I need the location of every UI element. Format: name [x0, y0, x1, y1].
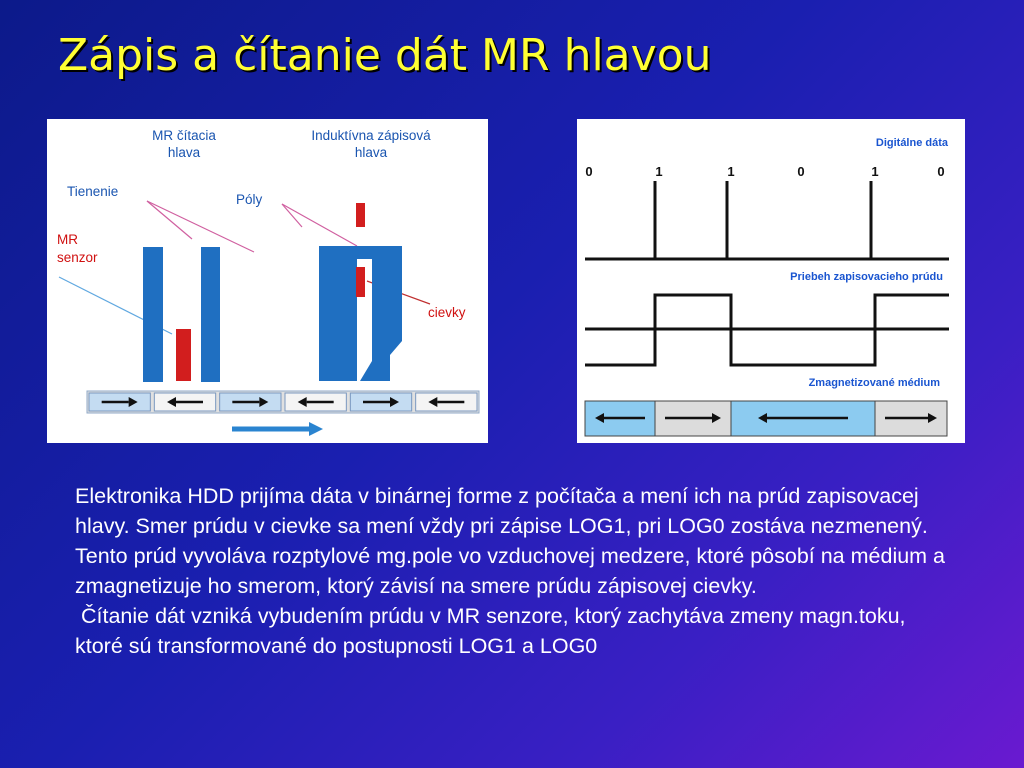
- mr-head-diagram-svg: [47, 119, 488, 443]
- label-digital-data: Digitálne dáta: [875, 137, 948, 149]
- label-inductive-head-2: hlava: [354, 145, 388, 160]
- shield-left: [143, 247, 163, 382]
- write-waveform-diagram: [577, 119, 965, 443]
- label-mr-sensor-1: MR: [57, 232, 78, 247]
- paragraph-2: Tento prúd vyvoláva rozptylové mg.pole vo vzduchovej medzere, ktoré pôsobí na médium a zmagnetizuje ho smerom, ktorý závisí na smere prúdu zápisovej cievky.: [75, 544, 946, 598]
- pointer-poles-1: [282, 204, 357, 246]
- write-current-lower: [585, 329, 949, 365]
- write-waveform-svg: [577, 119, 965, 443]
- pointer-poles-2: [282, 204, 302, 227]
- write-current-upper: [585, 295, 949, 329]
- bit-pulses: [655, 181, 871, 259]
- label-poles: Póly: [236, 192, 263, 207]
- label-coils: cievky: [428, 305, 466, 320]
- slide-title: Zápis a čítanie dát MR hlavou: [58, 30, 712, 81]
- magnetized-medium-segments: [585, 401, 947, 436]
- label-write-current: Priebeh zapisovacieho prúdu: [790, 271, 943, 283]
- bit-label: 1: [871, 164, 879, 179]
- write-head-poles: [319, 246, 402, 381]
- paragraph-1: Elektronika HDD prijíma dáta v binárnej forme z počítača a mení ich na prúd zapisovacej hlavy. Smer prúdu v cievke sa mení vždy pri zápise LOG1, pri LOG0 zostáva nezmenený.: [75, 484, 928, 538]
- explanation-text: [75, 481, 955, 661]
- mr-head-diagram: [47, 119, 488, 443]
- label-magnetized-medium: Zmagnetizované médium: [808, 377, 940, 389]
- paragraph-3: Čítanie dát vzniká vybudením prúdu v MR senzore, ktorý zachytáva zmeny magn.toku, ktoré sú transformované do postupnosti LOG1 a LOG0: [75, 604, 912, 658]
- bit-label: 1: [655, 164, 663, 179]
- shield-right: [201, 247, 220, 382]
- label-mr-read-head-2: hlava: [167, 145, 201, 160]
- pointer-shielding-1: [147, 201, 254, 252]
- mr-sensor: [176, 329, 191, 381]
- coil-gap: [356, 267, 365, 297]
- bit-label: 0: [937, 164, 945, 179]
- bit-labels: [585, 164, 944, 179]
- label-inductive-head-1: Induktívna zápisová: [311, 128, 431, 143]
- pointer-shielding-2: [147, 201, 192, 239]
- label-mr-sensor-2: senzor: [57, 250, 98, 265]
- bit-label: 0: [797, 164, 805, 179]
- bit-label: 1: [727, 164, 735, 179]
- motion-arrow-head: [309, 422, 323, 436]
- coil-top: [356, 203, 365, 227]
- label-mr-read-head-1: MR čítacia: [152, 128, 216, 143]
- bit-label: 0: [585, 164, 593, 179]
- label-shielding: Tienenie: [67, 184, 119, 199]
